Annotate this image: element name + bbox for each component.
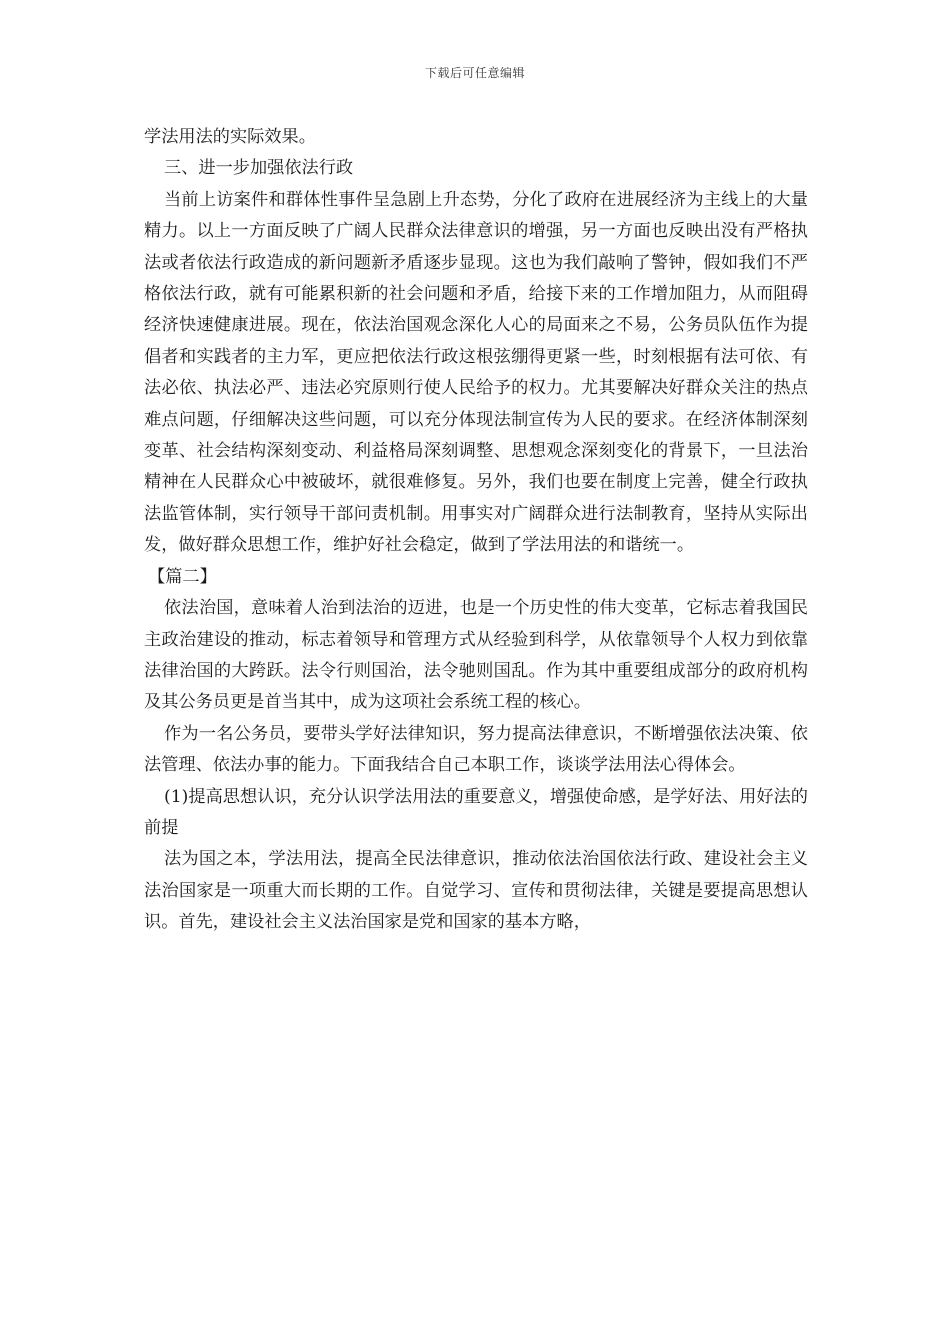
paragraph-continuation: 学法用法的实际效果。 (144, 127, 316, 147)
paragraph: 依法治国，意味着人治到法治的迈进，也是一个历史性的伟大变革，它标志着我国民主政治建设的推动，标志着领导和管理方式从经验到科学，从依靠领导个人权力到依靠法律治国的大跨跃。法令行则国治，法令驰则国乱。作为其中重要组成部分的政府机构及其公务员更是首当其中，成为这项社会系统工程的核心。 (144, 598, 808, 713)
paragraph: 法为国之本，学法用法，提高全民法律意识，推动依法治国依法行政、建设社会主义法治国家是一项重大而长期的工作。自觉学习、宣传和贯彻法律，关键是要提高思想认识。首先，建设社会主义法治国家是党和国家的基本方略， (144, 849, 808, 933)
subsection-heading: (1)提高思想认识，充分认识学法用法的重要意义，增强使命感，是学好法、用好法的前提 (144, 786, 808, 838)
section-heading: 三、进一步加强依法行政 (164, 158, 354, 179)
paragraph: 作为一名公务员，要带头学好法律知识，努力提高法律意识，不断增强依法决策、依法管理、依法办事的能力。下面我结合自己本职工作，谈谈学法用法心得体会。 (144, 723, 808, 776)
page-header: 下载后可任意编辑 (424, 66, 525, 80)
part-heading: 【篇二】 (148, 566, 217, 587)
document-body (144, 122, 808, 939)
paragraph: 当前上访案件和群体性事件呈急剧上升态势，分化了政府在进展经济为主线上的大量精力。以上一方面反映了广阔人民群众法律意识的增强，另一方面也反映出没有严格执法或者依法行政造成的新问题新矛盾逐步显现。这也为我们敲响了警钟，假如我们不严格依法行政，就有可能累积新的社会问题和矛盾，给接下来的工作增加阻力，从而阻碍经济快速健康进展。现在，依法治国观念深化人心的局面来之不易，公务员队伍作为提倡者和实践者的主力军，更应把依法行政这根弦绷得更紧一些，时刻根据有法可依、有法必依、执法必严、违法必究原则行使人民给予的权力。尤其要解决好群众关注的热点难点问题，仔细解决这些问题，可以充分体现法制宣传为人民的要求。在经济体制深刻变革、社会结构深刻变动、利益格局深刻调整、思想观念深刻变化的背景下，一旦法治精神在人民群众心中被破坏，就很难修复。另外，我们也要在制度上完善，健全行政执法监管体制，实行领导干部问责机制。用事实对广阔群众进行法制教育，坚持从实际出发，做好群众思想工作，维护好社会稳定，做到了学法用法的和谐统一。 (144, 189, 808, 556)
